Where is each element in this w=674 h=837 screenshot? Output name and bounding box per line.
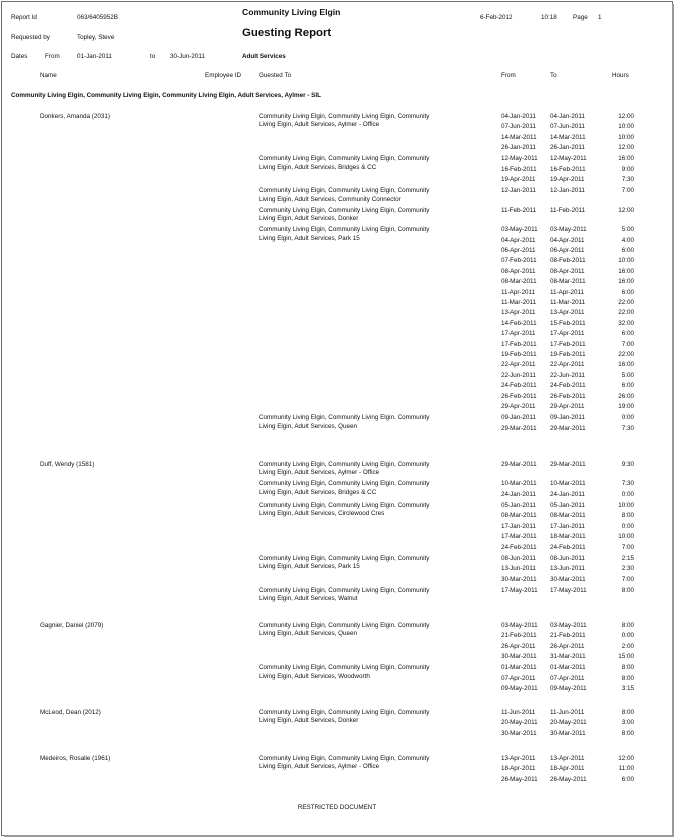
entry-from-date: 04-Jan-2011 xyxy=(501,113,536,120)
entry-to-date: 13-Jun-2011 xyxy=(550,565,585,573)
entry-to-date: 26-May-2011 xyxy=(550,775,587,783)
entry-from-date: 26-May-2011 xyxy=(501,775,538,783)
guested-to-location: Community Living Elgin, Community Living Elgin, Community xyxy=(259,502,430,509)
entry-from-date: 21-Feb-2011 xyxy=(501,632,537,640)
guested-to-location: Community Living Elgin, Community Living Elgin, Community xyxy=(259,461,430,468)
entry-from-date: 26-Jan-2011 xyxy=(501,144,536,152)
entry-to-date: 26-Jan-2011 xyxy=(550,144,585,152)
group-heading: Community Living Elgin, Community Living Elgin, Community Living Elgin, Adult Services, Aylmer - SIL xyxy=(11,92,321,99)
entry-to-date: 18-Apr-2011 xyxy=(550,765,585,773)
guested-to-location: Community Living Elgin, Community Living Elgin, Community xyxy=(259,414,430,422)
entry-from-date: 08-Mar-2011 xyxy=(501,278,537,286)
entry-hours: 12:00 xyxy=(618,755,634,762)
entry-hours: 0:00 xyxy=(621,414,634,422)
entry-hours: 0:00 xyxy=(621,632,634,640)
entry-to-date: 17-Feb-2011 xyxy=(550,340,586,348)
entry-from-date: 08-Jun-2011 xyxy=(501,554,536,562)
entry-hours: 6:00 xyxy=(621,288,634,296)
entry-from-date: 04-Apr-2011 xyxy=(501,236,536,244)
to-label: to xyxy=(150,53,156,60)
entry-from-date: 11-Feb-2011 xyxy=(501,206,537,214)
entry-from-date: 26-Apr-2011 xyxy=(501,642,536,650)
entry-hours: 22:00 xyxy=(618,309,634,317)
entry-hours: 7:00 xyxy=(621,187,634,195)
guested-to-location: Living Elgin, Adult Services, Donker xyxy=(259,215,359,223)
entry-from-date: 17-Jan-2011 xyxy=(501,522,536,530)
entry-hours: 6:00 xyxy=(621,247,634,254)
entry-from-date: 17-Mar-2011 xyxy=(501,533,537,541)
entry-from-date: 30-Mar-2011 xyxy=(501,653,537,661)
entry-from-date: 17-May-2011 xyxy=(501,586,538,594)
entry-to-date: 26-Feb-2011 xyxy=(550,392,586,400)
employee-name: McLeod, Dean (2012) xyxy=(40,709,101,716)
entry-hours: 10:00 xyxy=(618,257,634,265)
entry-hours: 8:00 xyxy=(621,709,634,716)
entry-from-date: 22-Jun-2011 xyxy=(501,371,536,379)
entry-hours: 9:30 xyxy=(621,461,634,468)
employee-name: Medeiros, Rosalie (1961) xyxy=(40,755,111,762)
entry-to-date: 01-Mar-2011 xyxy=(550,664,586,672)
page-label: Page xyxy=(573,14,588,21)
entry-hours: 0:00 xyxy=(621,522,634,530)
entry-hours: 16:00 xyxy=(618,278,634,286)
entry-from-date: 26-Feb-2011 xyxy=(501,392,537,400)
entry-hours: 16:00 xyxy=(618,361,634,369)
entry-from-date: 08-Apr-2011 xyxy=(501,267,536,275)
entry-to-date: 22-Jun-2011 xyxy=(550,371,585,379)
entry-from-date: 10-Mar-2011 xyxy=(501,480,537,488)
entry-from-date: 19-Apr-2011 xyxy=(501,176,536,184)
entry-from-date: 13-Jun-2011 xyxy=(501,565,536,573)
entry-to-date: 19-Apr-2011 xyxy=(550,176,585,184)
entry-to-date: 12-May-2011 xyxy=(550,155,587,163)
entry-hours: 8:00 xyxy=(621,622,634,629)
entry-hours: 12:00 xyxy=(618,113,634,120)
entry-to-date: 04-Jan-2011 xyxy=(550,113,585,120)
entry-hours: 32:00 xyxy=(618,319,634,327)
entry-to-date: 19-Feb-2011 xyxy=(550,351,586,358)
entry-to-date: 14-Mar-2011 xyxy=(550,133,586,141)
guested-to-location: Living Elgin, Adult Services, Circlewood Cres xyxy=(259,510,385,518)
entry-to-date: 11-Jun-2011 xyxy=(550,709,585,716)
entry-to-date: 10-Mar-2011 xyxy=(550,480,586,488)
entry-hours: 6:00 xyxy=(621,330,634,338)
entry-from-date: 03-May-2011 xyxy=(501,622,538,629)
entry-from-date: 07-Apr-2011 xyxy=(501,674,536,682)
entry-hours: 8:00 xyxy=(621,586,634,594)
guested-to-location: Community Living Elgin, Community Living Elgin, Community xyxy=(259,187,430,195)
entry-to-date: 20-May-2011 xyxy=(550,719,587,727)
entry-hours: 12:00 xyxy=(618,206,634,214)
report-id-value: 063/6405952B xyxy=(77,14,118,21)
entry-hours: 8:00 xyxy=(621,729,634,737)
entry-from-date: 22-Apr-2011 xyxy=(501,361,536,369)
entry-to-date: 24-Feb-2011 xyxy=(550,382,586,390)
entry-from-date: 06-Apr-2011 xyxy=(501,247,536,254)
to-date: 30-Jun-2011 xyxy=(170,53,205,60)
guested-to-location: Living Elgin, Adult Services, Queen xyxy=(259,630,358,638)
entry-to-date: 16-Feb-2011 xyxy=(550,165,586,173)
entry-from-date: 20-May-2011 xyxy=(501,719,538,727)
entry-to-date: 13-Apr-2011 xyxy=(550,755,585,762)
entry-from-date: 03-May-2011 xyxy=(501,226,538,234)
report-id-label: Report Id xyxy=(11,14,37,21)
entry-from-date: 01-Mar-2011 xyxy=(501,664,537,672)
entry-to-date: 22-Apr-2011 xyxy=(550,361,585,369)
guested-to-location: Living Elgin, Adult Services, Aylmer - Office xyxy=(259,121,380,129)
entry-hours: 11:00 xyxy=(618,765,634,773)
entry-to-date: 09-May-2011 xyxy=(550,685,587,693)
report-title: Guesting Report xyxy=(242,27,332,39)
entry-from-date: 29-Mar-2011 xyxy=(501,461,537,468)
entry-from-date: 09-May-2011 xyxy=(501,685,538,693)
guested-to-location: Living Elgin, Adult Services, Queen xyxy=(259,422,358,430)
entry-hours: 3:15 xyxy=(621,685,634,693)
entry-hours: 16:00 xyxy=(618,267,634,275)
report-org-title: Community Living Elgin xyxy=(242,7,341,17)
entry-from-date: 13-Apr-2011 xyxy=(501,309,536,317)
entry-to-date: 07-Apr-2011 xyxy=(550,674,585,682)
entry-hours: 7:00 xyxy=(621,340,634,348)
entry-hours: 15:00 xyxy=(618,653,634,661)
entry-hours: 8:00 xyxy=(621,664,634,672)
requested-by-label: Requested by xyxy=(11,34,50,41)
entry-to-date: 08-Feb-2011 xyxy=(550,257,586,265)
entry-from-date: 19-Feb-2011 xyxy=(501,351,537,358)
employee-name: Gagnier, Daniel (2079) xyxy=(40,622,104,629)
entry-to-date: 08-Mar-2011 xyxy=(550,278,586,286)
entry-hours: 7:30 xyxy=(621,424,634,432)
entry-hours: 9:00 xyxy=(621,165,634,173)
guested-to-location: Living Elgin, Adult Services, Park 15 xyxy=(259,234,360,242)
entry-hours: 2:15 xyxy=(621,554,634,562)
guested-to-location: Living Elgin, Adult Services, Bridges & CC xyxy=(259,163,377,171)
entry-from-date: 11-Mar-2011 xyxy=(501,299,537,306)
entry-hours: 4:00 xyxy=(621,236,634,244)
entry-from-date: 29-Apr-2011 xyxy=(501,403,536,410)
guested-to-location: Community Living Elgin, Community Living Elgin, Community xyxy=(259,206,430,214)
entry-to-date: 21-Feb-2011 xyxy=(550,632,586,640)
entry-hours: 2:00 xyxy=(621,642,634,650)
entry-from-date: 07-Jun-2011 xyxy=(501,123,536,131)
entry-hours: 2:30 xyxy=(621,565,634,573)
guested-to-location: Living Elgin, Adult Services, Woodworth xyxy=(259,672,370,680)
entry-from-date: 24-Feb-2011 xyxy=(501,543,537,551)
entry-to-date: 18-Mar-2011 xyxy=(550,533,586,541)
entry-from-date: 13-Apr-2011 xyxy=(501,755,536,762)
col-guested-to: Guested To xyxy=(259,72,292,79)
entry-hours: 16:00 xyxy=(618,155,634,163)
entry-hours: 8:00 xyxy=(621,512,634,520)
entry-from-date: 11-Apr-2011 xyxy=(501,288,536,296)
guested-to-location: Community Living Elgin, Community Living Elgin, Community xyxy=(259,586,430,594)
guested-to-location: Living Elgin, Adult Services, Community Connector xyxy=(259,195,401,203)
entry-to-date: 07-Jun-2011 xyxy=(550,123,585,131)
entry-to-date: 17-May-2011 xyxy=(550,586,587,594)
employee-name: Donkers, Amanda (2031) xyxy=(40,113,111,120)
entry-from-date: 29-Mar-2011 xyxy=(501,424,537,432)
entry-to-date: 08-Mar-2011 xyxy=(550,512,586,520)
guested-to-location: Community Living Elgin, Community Living Elgin, Community xyxy=(259,554,430,562)
col-employee-id: Employee ID xyxy=(205,72,242,79)
entry-to-date: 13-Apr-2011 xyxy=(550,309,585,317)
entry-to-date: 24-Jan-2011 xyxy=(550,490,585,498)
col-to: To xyxy=(550,72,557,79)
from-date: 01-Jan-2011 xyxy=(77,53,112,60)
entry-to-date: 03-May-2011 xyxy=(550,622,587,629)
entry-hours: 10:00 xyxy=(618,133,634,141)
entry-to-date: 17-Apr-2011 xyxy=(550,330,585,338)
entry-to-date: 29-Apr-2011 xyxy=(550,403,585,410)
entry-hours: 7:30 xyxy=(621,176,634,184)
entry-hours: 8:00 xyxy=(621,674,634,682)
restricted-footer: RESTRICTED DOCUMENT xyxy=(297,804,377,811)
col-name: Name xyxy=(40,72,57,79)
entry-to-date: 11-Feb-2011 xyxy=(550,206,586,214)
guested-to-location: Living Elgin, Adult Services, Park 15 xyxy=(259,563,360,571)
entry-to-date: 11-Apr-2011 xyxy=(550,288,585,296)
entry-from-date: 09-Jan-2011 xyxy=(501,414,536,422)
entry-from-date: 12-Jan-2011 xyxy=(501,187,536,195)
entry-to-date: 26-Apr-2011 xyxy=(550,642,585,650)
guested-to-location: Living Elgin, Adult Services, Aylmer - Office xyxy=(259,469,380,477)
entry-to-date: 04-Apr-2011 xyxy=(550,236,585,244)
dates-label: Dates xyxy=(11,53,28,60)
employee-name: Duff, Wendy (1581) xyxy=(40,461,95,468)
entry-to-date: 24-Feb-2011 xyxy=(550,543,586,551)
entry-from-date: 17-Apr-2011 xyxy=(501,330,536,338)
entry-hours: 3:00 xyxy=(621,719,634,727)
guested-to-location: Community Living Elgin, Community Living Elgin, Community xyxy=(259,664,430,672)
entry-to-date: 09-Jan-2011 xyxy=(550,414,585,422)
entry-to-date: 30-Mar-2011 xyxy=(550,729,586,737)
entry-hours: 19:00 xyxy=(618,403,634,410)
guested-to-location: Living Elgin, Adult Services, Bridges & CC xyxy=(259,488,377,496)
entry-from-date: 30-Mar-2011 xyxy=(501,729,537,737)
guested-to-location: Community Living Elgin, Community Living Elgin, Community xyxy=(259,480,430,488)
entry-hours: 7:30 xyxy=(621,480,634,488)
entry-from-date: 11-Jun-2011 xyxy=(501,709,536,716)
entry-to-date: 08-Jun-2011 xyxy=(550,554,585,562)
section-name: Adult Services xyxy=(242,53,286,60)
entry-to-date: 17-Jan-2011 xyxy=(550,522,585,530)
entry-to-date: 12-Jan-2011 xyxy=(550,187,585,195)
from-label: From xyxy=(45,53,60,60)
entry-from-date: 05-Jan-2011 xyxy=(501,502,536,509)
entry-hours: 6:00 xyxy=(621,382,634,390)
entry-to-date: 08-Apr-2011 xyxy=(550,267,585,275)
page-number: 1 xyxy=(598,14,602,21)
entry-from-date: 17-Feb-2011 xyxy=(501,340,537,348)
guested-to-location: Community Living Elgin, Community Living Elgin, Community xyxy=(259,755,430,762)
entry-to-date: 29-Mar-2011 xyxy=(550,424,586,432)
guested-to-location: Community Living Elgin, Community Living Elgin, Community xyxy=(259,709,430,716)
requested-by-value: Topley, Steve xyxy=(77,34,115,41)
entry-hours: 10:00 xyxy=(618,533,634,541)
entry-to-date: 30-Mar-2011 xyxy=(550,575,586,583)
entry-from-date: 24-Feb-2011 xyxy=(501,382,537,390)
entry-to-date: 11-Mar-2011 xyxy=(550,299,586,306)
col-from: From xyxy=(501,72,516,79)
entry-to-date: 31-Mar-2011 xyxy=(550,653,586,661)
entry-to-date: 06-Apr-2011 xyxy=(550,247,585,254)
guested-to-location: Community Living Elgin, Community Living Elgin, Community xyxy=(259,622,430,629)
entry-from-date: 12-May-2011 xyxy=(501,155,538,163)
entry-hours: 22:00 xyxy=(618,299,634,306)
entry-hours: 6:00 xyxy=(621,775,634,783)
guested-to-location: Living Elgin, Adult Services, Donker xyxy=(259,717,359,725)
report-time: 10:18 xyxy=(541,14,557,21)
entry-from-date: 24-Jan-2011 xyxy=(501,490,536,498)
entry-from-date: 30-Mar-2011 xyxy=(501,575,537,583)
entry-hours: 5:00 xyxy=(621,371,634,379)
entry-hours: 5:00 xyxy=(621,226,634,234)
entry-from-date: 14-Feb-2011 xyxy=(501,319,537,327)
guested-to-location: Community Living Elgin, Community Living Elgin, Community xyxy=(259,113,430,120)
entry-hours: 26:00 xyxy=(618,392,634,400)
guested-to-location: Living Elgin, Adult Services, Aylmer - Office xyxy=(259,763,380,771)
entry-hours: 7:00 xyxy=(621,575,634,583)
entry-hours: 22:00 xyxy=(618,351,634,358)
entry-hours: 7:00 xyxy=(621,543,634,551)
entry-from-date: 18-Apr-2011 xyxy=(501,765,536,773)
entry-hours: 0:00 xyxy=(621,490,634,498)
guested-to-location: Community Living Elgin, Community Living Elgin, Community xyxy=(259,226,430,234)
guested-to-location: Community Living Elgin, Community Living Elgin, Community xyxy=(259,155,430,163)
entry-hours: 12:00 xyxy=(618,144,634,152)
entry-to-date: 29-Mar-2011 xyxy=(550,461,586,468)
entry-to-date: 03-May-2011 xyxy=(550,226,587,234)
entry-to-date: 05-Jan-2011 xyxy=(550,502,585,509)
report-date: 6-Feb-2012 xyxy=(480,14,513,21)
entry-to-date: 15-Feb-2011 xyxy=(550,319,586,327)
entry-from-date: 14-Mar-2011 xyxy=(501,133,537,141)
entry-from-date: 07-Feb-2011 xyxy=(501,257,537,265)
entry-from-date: 08-Mar-2011 xyxy=(501,512,537,520)
entry-hours: 10:00 xyxy=(618,123,634,131)
entry-hours: 10:00 xyxy=(618,502,634,509)
guested-to-location: Living Elgin, Adult Services, Walnut xyxy=(259,595,358,603)
col-hours: Hours xyxy=(612,72,629,79)
entry-from-date: 16-Feb-2011 xyxy=(501,165,537,173)
